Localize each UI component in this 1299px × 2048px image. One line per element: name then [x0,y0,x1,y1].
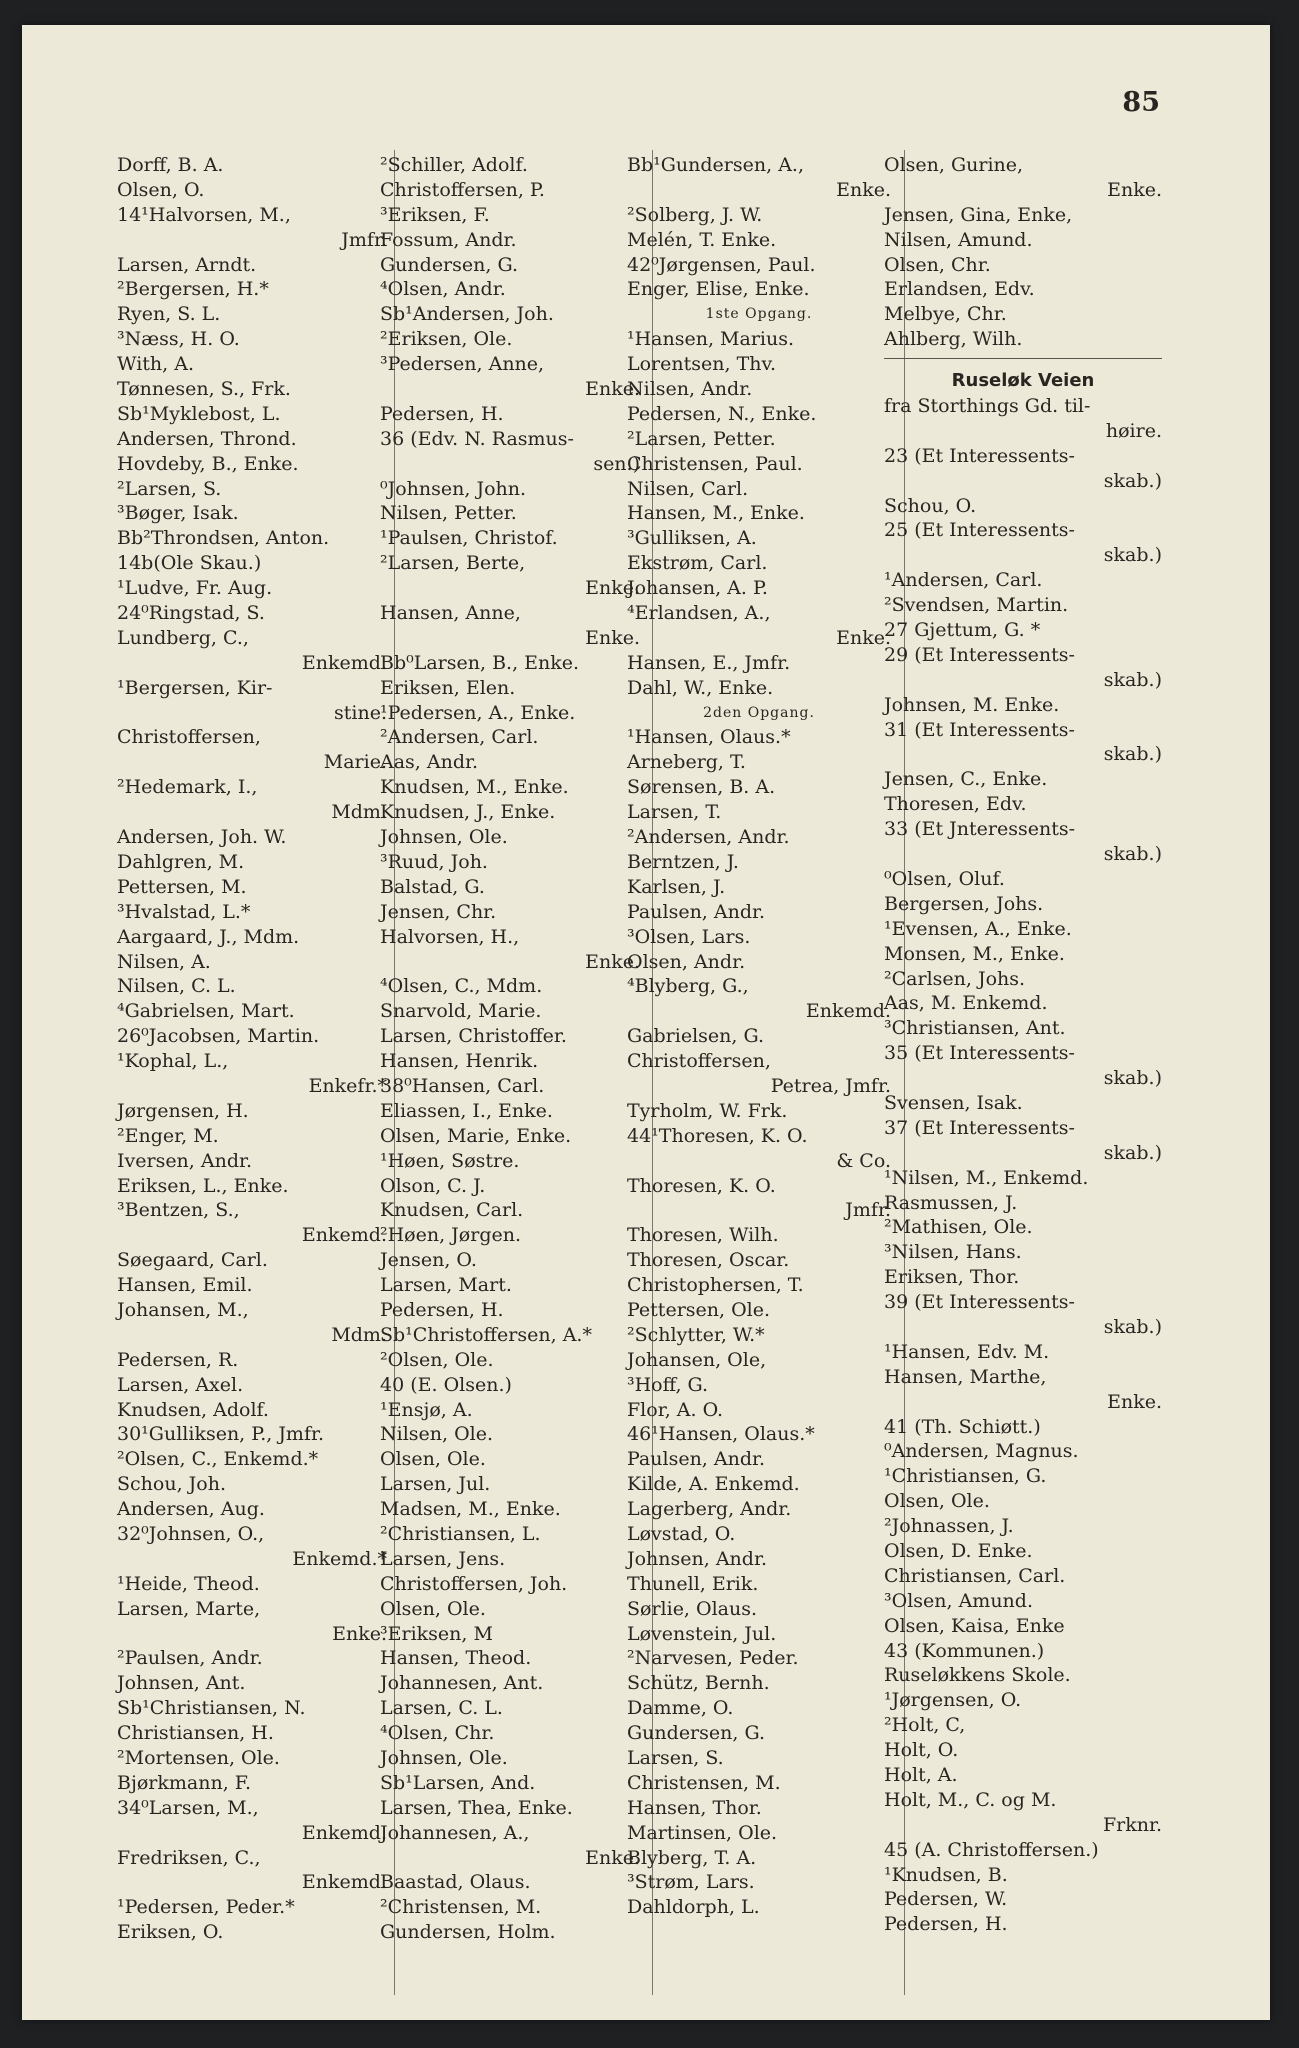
directory-entry: 41 (Th. Schiøtt.) [884,1415,1041,1438]
directory-entry: Bb⁰Larsen, B., Enke. [380,651,580,674]
column-2 [380,153,640,1945]
directory-entry: Larsen, Jul. [380,1473,491,1496]
directory-entry: Aargaard, J., Mdm. [117,925,300,948]
directory-entry: Mdm. [331,801,387,824]
directory-entry: Hansen, M., Enke. [627,502,805,525]
directory-entry: Thoresen, Oscar. [627,1249,790,1272]
directory-entry: Olsen, Ole. [380,1597,486,1620]
directory-entry: Enger, Elise, Enke. [627,278,810,301]
directory-entry: 36 (Edv. N. Rasmus- [380,427,574,450]
directory-entry: ²Larsen, Berte, [380,552,526,575]
directory-entry: Sb¹Larsen, And. [380,1771,536,1794]
directory-entry: Pedersen, H. [884,1913,1008,1936]
directory-entry: 45 (A. Christoffersen.) [884,1838,1099,1861]
directory-entry: Sb¹Christoffersen, A.* [380,1323,592,1346]
directory-entry: skab.) [1103,1315,1162,1338]
directory-entry: ¹Hansen, Marius. [627,328,795,351]
directory-entry: Johnsen, Ant. [117,1672,246,1695]
directory-entry: skab.) [1103,1067,1162,1090]
directory-entry: ¹Bergersen, Kir- [117,676,273,699]
directory-entry: Holt, A. [884,1764,958,1786]
directory-entry: ²Larsen, Petter. [627,427,776,450]
directory-entry: skab.) [1103,469,1162,492]
directory-entry: ¹Høen, Søstre. [380,1149,520,1172]
directory-entry: Johnsen, M. Enke. [884,693,1060,716]
directory-entry: Dahl, W., Enke. [627,676,774,699]
directory-entry: Kilde, A. Enkemd. [627,1473,800,1496]
directory-entry: Blyberg, T. A. [627,1846,757,1869]
directory-entry: Christoffersen, P. [380,178,545,201]
directory-entry: ²Holt, C, [884,1714,966,1737]
directory-entry: ¹Nilsen, M., Enkemd. [884,1166,1089,1189]
directory-entry: høire. [1105,419,1162,442]
directory-entry: ³Eriksen, M [380,1622,493,1645]
directory-entry: ²Høen, Jørgen. [380,1224,522,1247]
directory-entry: Sb¹Myklebost, L. [117,402,281,425]
directory-entry: ³Olsen, Amund. [884,1589,1033,1612]
directory-entry: Enkemd.* [292,1547,387,1570]
directory-entry: Lorentsen, Thv. [627,353,776,376]
directory-entry: Enkemd. [301,1821,387,1844]
directory-entry: 32⁰Johnsen, O., [117,1522,265,1545]
street-heading: Ruseløk Veien [951,370,1095,392]
directory-entry: skab.) [1103,1141,1162,1164]
directory-entry: Flor, A. O. [627,1398,724,1421]
directory-entry: Karlsen, J. [627,875,726,898]
directory-entry: 37 (Et Interessents- [884,1116,1075,1139]
directory-entry: Balstad, G. [380,875,485,898]
directory-entry: Nilsen, Andr. [627,378,753,401]
directory-entry: Larsen, T. [627,801,722,824]
directory-entry: Olsen, Chr. [884,253,991,276]
directory-entry: Schou, Joh. [117,1473,226,1496]
directory-entry: Holt, O. [884,1739,959,1762]
directory-entry: Fredriksen, C., [117,1846,261,1869]
directory-entry: 43 (Kommunen.) [884,1639,1045,1662]
directory-entry: Christensen, Paul. [627,452,803,475]
directory-entry: ³Eriksen, F. [380,203,490,226]
directory-entry: Mdm. [331,1323,387,1346]
directory-entry: Jmfr. [845,1199,891,1222]
directory-entry: Jørgensen, H. [117,1099,249,1122]
directory-entry: Olsen, O. [117,178,205,201]
directory-entry: Fossum, Andr. [380,228,517,251]
directory-entry: Christoffersen, [627,1050,771,1073]
directory-entry: ³Hvalstad, L.* [117,900,251,923]
directory-entry: Petrea, Jmfr. [770,1074,891,1097]
directory-entry: ³Hoff, G. [627,1373,709,1396]
directory-entry: Gundersen, Holm. [380,1921,556,1944]
directory-entry: Olsen, D. Enke. [884,1539,1033,1562]
directory-entry: Arneberg, T. [627,751,746,774]
directory-entry: Bergersen, Johs. [884,892,1044,915]
directory-entry: ¹Pedersen, A., Enke. [380,701,576,724]
directory-entry: Larsen, Arndt. [117,253,257,276]
directory-entry: Gundersen, G. [627,1722,765,1745]
directory-entry: Hansen, Henrik. [380,1050,539,1073]
directory-entry: Holt, M., C. og M. [884,1788,1057,1811]
directory-entry: Enkefr.* [308,1074,387,1097]
floor-heading: 1ste Opgang. [705,306,813,323]
directory-entry: ²Larsen, S. [117,477,222,500]
directory-entry: Paulsen, Andr. [627,1448,766,1471]
directory-entry: Dahlgren, M. [117,850,245,873]
directory-entry: Sørensen, B. A. [627,776,776,799]
directory-entry: Iversen, Andr. [117,1149,253,1172]
directory-entry: Johansen, Ole, [627,1348,767,1371]
floor-heading: 2den Opgang. [703,704,815,721]
directory-entry: Aas, M. Enkemd. [884,992,1048,1015]
directory-entry: Thunell, Erik. [627,1572,759,1595]
directory-entry: Andersen, Joh. W. [117,826,287,849]
directory-entry: Nilsen, Ole. [380,1423,494,1446]
directory-entry: ³Ruud, Joh. [380,850,488,873]
directory-entry: Christoffersen, Joh. [380,1572,568,1595]
directory-entry: 44¹Thoresen, K. O. [627,1124,808,1147]
directory-entry: ³Pedersen, Anne, [380,353,545,376]
directory-entry: ⁴Gabrielsen, Mart. [117,1000,295,1023]
directory-entry: 31 (Et Interessents- [884,718,1075,741]
directory-entry: Jensen, C., Enke. [884,768,1048,791]
directory-entry: Berntzen, J. [627,850,739,873]
directory-entry: 40 (E. Olsen.) [380,1373,512,1396]
directory-entry: ¹Knudsen, B. [884,1863,1008,1886]
directory-entry: ²Svendsen, Martin. [884,594,1069,617]
directory-entry: Hovdeby, B., Enke. [117,452,299,475]
directory-entry: Madsen, M., Enke. [380,1498,561,1521]
directory-entry: Eriksen, O. [117,1921,224,1944]
directory-entry: 26⁰Jacobsen, Martin. [117,1025,320,1048]
directory-entry: ²Carlsen, Johs. [884,967,1026,990]
directory-entry: ²Johnassen, J. [884,1515,1014,1538]
directory-entry: Schou, O. [884,494,977,517]
column-4 [884,153,1162,1937]
directory-entry: Enkemd. [301,1871,387,1894]
directory-entry: Svensen, Isak. [884,1091,1023,1114]
directory-entry: ⁰Andersen, Magnus. [884,1440,1079,1463]
directory-entry: Larsen, Marte, [117,1597,261,1620]
directory-entry: ²Schiller, Adolf. [380,154,528,176]
directory-entry: ³Bentzen, S., [117,1199,240,1222]
directory-entry: Johansen, M., [117,1298,249,1321]
directory-entry: ¹Kophal, L., [117,1050,229,1073]
directory-entry: ²Schlytter, W.* [627,1323,765,1346]
directory-entry: sen.) [593,452,640,475]
directory-entry: Jensen, Chr. [380,900,497,923]
directory-entry: Nilsen, A. [117,950,211,973]
directory-entry: 23 (Et Interessents- [884,444,1075,467]
directory-entry: Olson, C. J. [380,1174,486,1197]
directory-entry: Dorff, B. A. [117,154,224,176]
directory-entry: ²Narvesen, Peder. [627,1647,799,1670]
directory-entry: Knudsen, Carl. [380,1199,524,1222]
directory-entry: Hansen, E., Jmfr. [627,651,791,674]
directory-entry: Andersen, Aug. [117,1498,265,1521]
directory-entry: Ryen, S. L. [117,303,221,326]
directory-entry: Ekstrøm, Carl. [627,552,768,575]
directory-entry: Melbye, Chr. [884,303,1007,326]
column-3 [627,153,891,1920]
directory-entry: ²Christensen, M. [380,1896,542,1919]
directory-entry: Martinsen, Ole. [627,1821,778,1844]
directory-entry: Hansen, Emil. [117,1274,253,1297]
directory-entry: Eriksen, Thor. [884,1266,1020,1289]
directory-entry: Enke. [585,1846,640,1869]
directory-entry: ³Bøger, Isak. [117,502,239,525]
directory-entry: Christophersen, T. [627,1274,804,1297]
directory-entry: 42⁰Jørgensen, Paul. [627,253,816,276]
directory-entry: Løvenstein, Jul. [627,1622,777,1645]
directory-entry: Nilsen, C. L. [117,975,236,998]
directory-entry: Knudsen, Adolf. [117,1398,269,1421]
directory-entry: Olsen, Ole. [380,1448,486,1471]
directory-entry: ¹Andersen, Carl. [884,569,1043,592]
directory-entry: Enke. [585,950,640,973]
directory-entry: ³Christiansen, Ant. [884,1017,1066,1040]
directory-entry: ¹Christiansen, G. [884,1465,1047,1488]
directory-entry: Johnsen, Ole. [380,1747,508,1769]
directory-entry: Pedersen, N., Enke. [627,402,817,425]
directory-entry: Nilsen, Petter. [380,502,517,525]
directory-entry: ¹Heide, Theod. [117,1572,260,1595]
directory-entry: Johnsen, Ole. [380,826,508,849]
directory-entry: Monsen, M., Enke. [884,942,1065,965]
directory-entry: ²Mortensen, Ole. [117,1747,280,1769]
directory-entry: Dahldorph, L. [627,1896,760,1919]
directory-entry: Pedersen, H. [380,402,504,425]
directory-entry: Enke. [332,1622,387,1645]
directory-entry: ³Olsen, Lars. [627,925,751,948]
directory-entry: 38⁰Hansen, Carl. [380,1074,545,1097]
section-rule [884,358,1162,369]
directory-entry: Larsen, Christoffer. [380,1025,567,1048]
directory-entry: ⁴Olsen, Chr. [380,1722,495,1745]
directory-entry: 14¹Halvorsen, M., [117,203,291,226]
directory-entry: ⁰Olsen, Oluf. [884,867,1005,890]
directory-entry: Enkemd. [301,1224,387,1247]
directory-entry: Hansen, Thor. [627,1796,762,1819]
directory-entry: Enke. [836,626,891,649]
directory-entry: Jmfr. [341,228,387,251]
directory-entry: Bb¹Gundersen, A., [627,154,804,176]
directory-entry: Jensen, O. [380,1249,477,1272]
directory-entry: ⁴Olsen, Andr. [380,278,506,301]
directory-entry: ¹Hansen, Edv. M. [884,1340,1050,1363]
directory-entry: Løvstad, O. [627,1522,736,1545]
directory-entry: skab.) [1103,743,1162,766]
directory-entry: Baastad, Olaus. [380,1871,531,1894]
directory-entry: ³Nilsen, Hans. [884,1241,1022,1264]
directory-entry: ¹Ludve, Fr. Aug. [117,577,273,600]
directory-page [22,25,1270,2020]
directory-entry: fra Storthings Gd. til- [884,395,1091,418]
directory-entry: 25 (Et Interessents- [884,519,1075,542]
directory-entry: ¹Jørgensen, O. [884,1689,1022,1712]
directory-entry: Lagerberg, Andr. [627,1498,792,1521]
directory-entry: Hansen, Theod. [380,1647,532,1670]
directory-entry: ²Eriksen, Ole. [380,328,513,351]
directory-entry: ²Solberg, J. W. [627,203,763,226]
directory-entry: ²Olsen, C., Enkemd.* [117,1448,319,1471]
directory-entry: Erlandsen, Edv. [884,278,1035,301]
directory-entry: Thoresen, Wilh. [627,1224,779,1247]
directory-entry: Enke. [585,378,640,401]
directory-entry: Larsen, Jens. [380,1547,506,1570]
directory-entry: Sb¹Christiansen, N. [117,1697,306,1720]
directory-entry: ²Christiansen, L. [380,1522,541,1545]
directory-entry: 14b(Ole Skau.) [117,552,262,575]
directory-entry: ³Næss, H. O. [117,328,240,351]
directory-entry: Frknr. [1102,1813,1162,1836]
directory-entry: Johannesen, A., [380,1821,530,1844]
directory-entry: 33 (Et Jnteressents- [884,818,1076,841]
directory-entry: Pettersen, M. [117,875,247,898]
directory-entry: Enke. [1107,178,1162,201]
directory-entry: ⁴Erlandsen, A., [627,602,771,625]
directory-entry: Sb¹Andersen, Joh. [380,303,554,326]
directory-entry: ²Enger, M. [117,1124,219,1147]
directory-entry: Larsen, Thea, Enke. [380,1796,573,1819]
directory-entry: 46¹Hansen, Olaus.* [627,1423,815,1446]
directory-entry: Olsen, Gurine, [884,154,1024,176]
directory-entry: skab.) [1103,668,1162,691]
directory-entry: Larsen, Mart. [380,1274,512,1297]
directory-entry: ¹Pedersen, Peder.* [117,1896,295,1919]
directory-entry: Schütz, Bernh. [627,1672,770,1695]
directory-entry: Snarvold, Marie. [380,1000,542,1023]
directory-entry: ²Paulsen, Andr. [117,1647,263,1670]
directory-entry: Christoffersen, [117,726,261,749]
directory-entry: Johnsen, Andr. [627,1547,767,1570]
directory-entry: Enke. [585,626,640,649]
directory-entry: With, A. [117,353,194,376]
directory-entry: ³Strøm, Lars. [627,1871,755,1894]
directory-entry: ²Hedemark, I., [117,776,258,799]
directory-entry: Thoresen, K. O. [627,1174,776,1197]
directory-entry: Lundberg, C., [117,626,249,649]
directory-entry: ⁰Johnsen, John. [380,477,527,500]
directory-entry: Enke. [585,577,640,600]
column-1 [117,153,387,1945]
directory-entry: Johansen, A. P. [627,577,768,600]
directory-entry: Bjørkmann, F. [117,1771,252,1794]
directory-entry: Knudsen, M., Enke. [380,776,569,799]
directory-entry: Aas, Andr. [380,751,479,774]
directory-entry: Olsen, Ole. [884,1490,990,1513]
directory-entry: Enkemd. [805,1000,891,1023]
directory-entry: Marie. [323,751,387,774]
directory-entry: Larsen, Axel. [117,1373,244,1396]
directory-entry: Sørlie, Olaus. [627,1597,758,1620]
directory-entry: Damme, O. [627,1697,734,1720]
directory-entry: Søegaard, Carl. [117,1249,268,1272]
directory-entry: ¹Hansen, Olaus.* [627,726,791,749]
directory-entry: Paulsen, Andr. [627,900,766,923]
directory-entry: Christiansen, H. [117,1722,274,1745]
directory-entry: Eliassen, I., Enke. [380,1099,553,1122]
page-number: 85 [1122,87,1160,118]
directory-entry: ²Olsen, Ole. [380,1348,494,1371]
directory-entry: Pettersen, Ole. [627,1298,771,1321]
directory-entry: Eriksen, Elen. [380,676,516,699]
directory-entry: 34⁰Larsen, M., [117,1796,259,1819]
directory-entry: Hansen, Marthe, [884,1365,1047,1388]
directory-entry: skab.) [1103,544,1162,567]
directory-entry: ¹Paulsen, Christof. [380,527,558,550]
directory-entry: Nilsen, Carl. [627,477,749,500]
directory-entry: 27 Gjettum, G. * [884,619,1041,642]
directory-entry: Enke. [836,178,891,201]
directory-entry: Olsen, Andr. [627,950,746,973]
directory-entry: Pedersen, W. [884,1888,1008,1911]
directory-entry: Hansen, Anne, [380,602,521,625]
directory-entry: ²Bergersen, H.* [117,278,269,301]
directory-entry: Olsen, Marie, Enke. [380,1124,572,1147]
directory-entry: Gundersen, G. [380,253,518,276]
directory-entry: ²Andersen, Andr. [627,826,790,849]
directory-entry: Thoresen, Edv. [884,793,1027,816]
directory-entry: Johannesen, Ant. [380,1672,544,1695]
directory-entry: Bb²Throndsen, Anton. [117,527,330,550]
directory-entry: Christensen, M. [627,1771,781,1794]
directory-entry: stine. [334,701,387,724]
directory-entry: Gabrielsen, G. [627,1025,764,1048]
directory-entry: Ahlberg, Wilh. [884,328,1023,351]
directory-entry: ³Gulliksen, A. [627,527,757,550]
directory-entry: 39 (Et Interessents- [884,1291,1075,1314]
directory-entry: 30¹Gulliksen, P., Jmfr. [117,1423,325,1446]
directory-entry: Enke. [1107,1390,1162,1413]
directory-entry: & Co. [836,1149,891,1172]
directory-entry: ¹Evensen, A., Enke. [884,917,1072,940]
directory-entry: Larsen, C. L. [380,1697,503,1720]
directory-entry: ²Andersen, Carl. [380,726,539,749]
directory-entry: Rasmussen, J. [884,1191,1018,1214]
directory-entry: Jensen, Gina, Enke, [884,203,1073,226]
directory-entry: ²Mathisen, Ole. [884,1216,1033,1239]
directory-entry: 29 (Et Interessents- [884,643,1075,666]
directory-entry: Larsen, S. [627,1747,724,1769]
directory-entry: Eriksen, L., Enke. [117,1174,289,1197]
directory-entry: Christiansen, Carl. [884,1564,1066,1587]
directory-entry: Enkemd. [301,651,387,674]
directory-entry: Pedersen, H. [380,1298,504,1321]
directory-entry: 24⁰Ringstad, S. [117,602,265,625]
directory-entry: Olsen, Kaisa, Enke [884,1614,1065,1637]
directory-entry: ⁴Blyberg, G., [627,975,749,998]
directory-entry: Tyrholm, W. Frk. [627,1099,788,1122]
directory-entry: skab.) [1103,843,1162,866]
directory-entry: Melén, T. Enke. [627,228,777,251]
directory-entry: Andersen, Thrond. [117,427,297,450]
directory-entry: Pedersen, R. [117,1348,239,1371]
directory-entry: Nilsen, Amund. [884,228,1033,251]
directory-entry: Tønnesen, S., Frk. [117,378,291,401]
directory-entry: ⁴Olsen, C., Mdm. [380,975,543,998]
directory-entry: Ruseløkkens Skole. [884,1664,1071,1687]
directory-entry: Halvorsen, H., [380,925,520,948]
directory-entry: ¹Ensjø, A. [380,1398,473,1421]
directory-entry: 35 (Et Interessents- [884,1042,1075,1065]
directory-entry: Knudsen, J., Enke. [380,801,556,824]
